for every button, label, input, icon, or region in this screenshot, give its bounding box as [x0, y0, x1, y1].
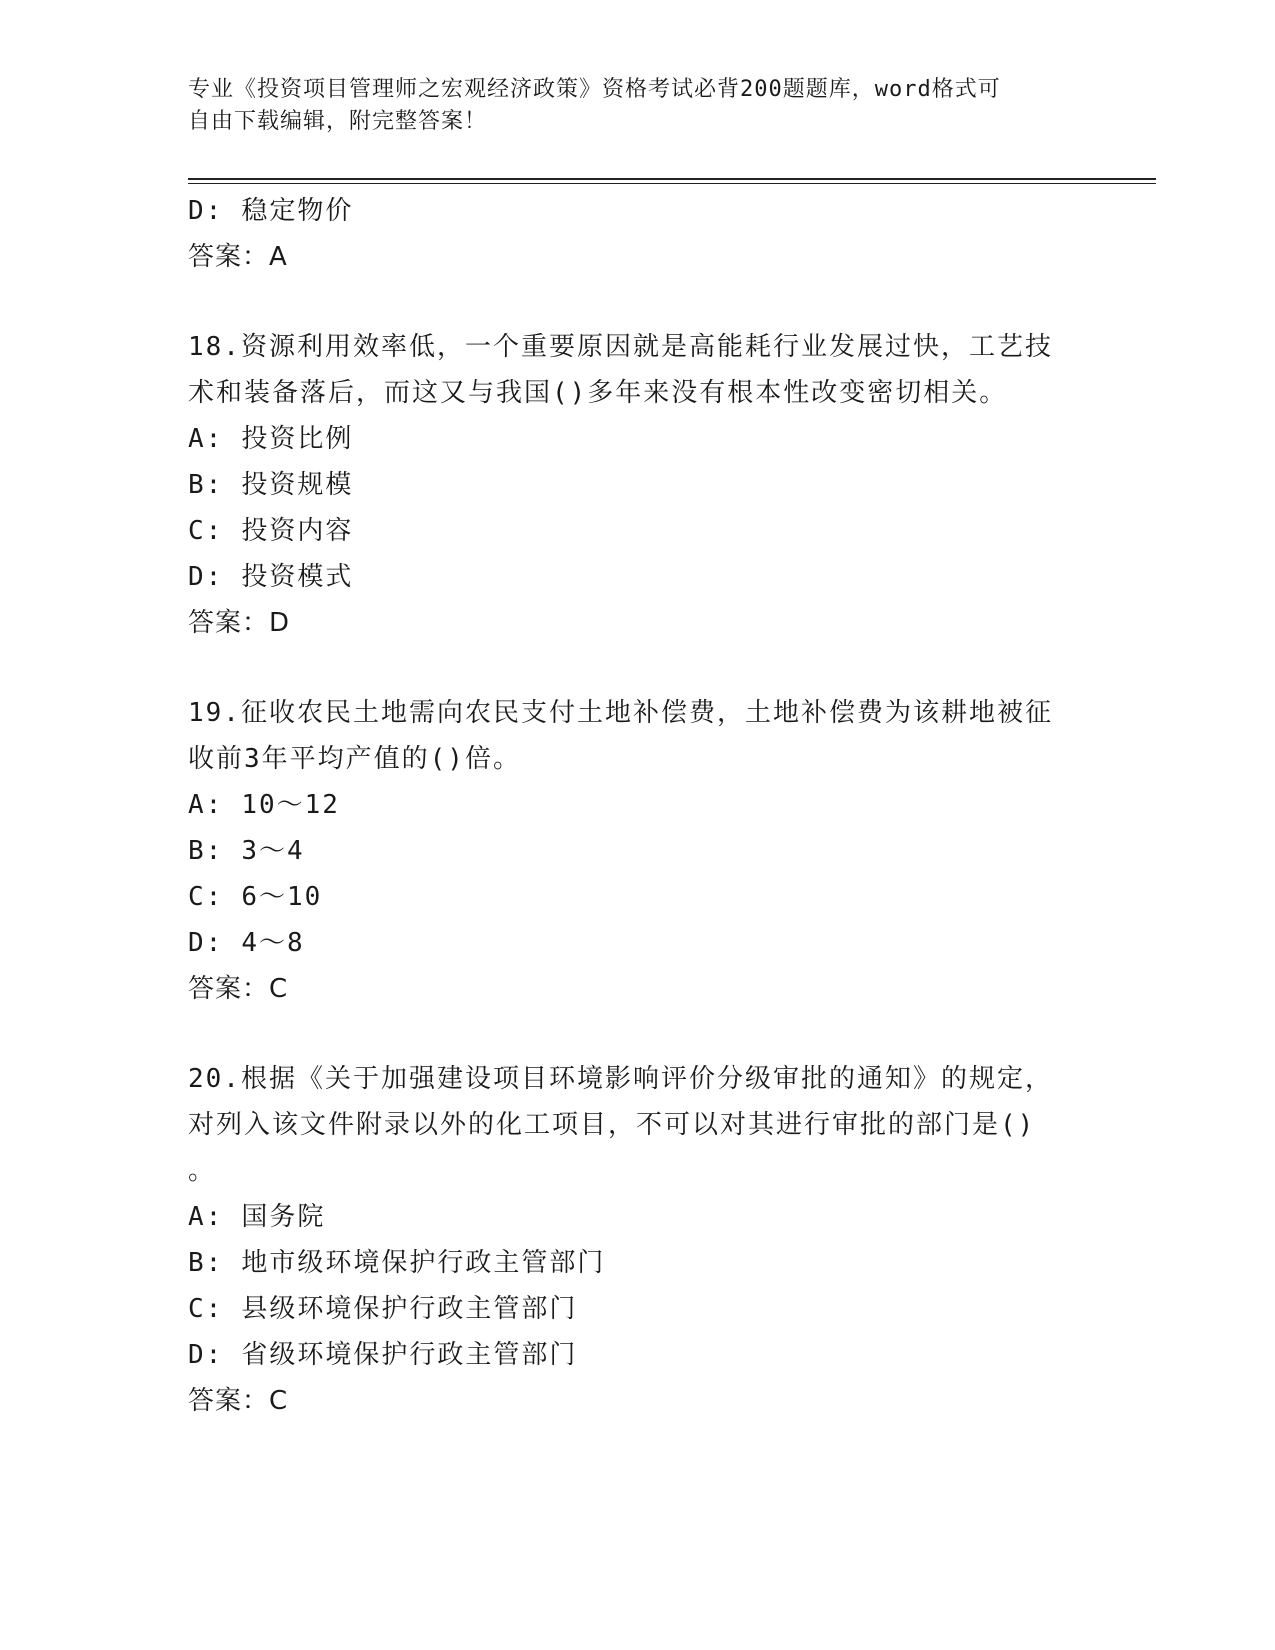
- option-label: D:: [188, 928, 224, 958]
- option-b: [188, 828, 1088, 874]
- header-line-2: 自由下载编辑，附完整答案！: [188, 109, 488, 134]
- option-label: A:: [188, 790, 224, 820]
- option-label: D:: [188, 196, 224, 226]
- option-text: 地市级环境保护行政主管部门: [241, 1248, 606, 1278]
- option-label: A:: [188, 1202, 224, 1232]
- page-header: [188, 74, 1068, 138]
- question-18: [188, 324, 1088, 646]
- question-stem-line: 术和装备落后，而这又与我国()多年来没有根本性改变密切相关。: [188, 378, 1008, 408]
- option-text: 6～10: [241, 882, 323, 912]
- question-stem-line: 18.资源利用效率低，一个重要原因就是高能耗行业发展过快，工艺技: [188, 332, 1053, 362]
- option-text: 省级环境保护行政主管部门: [241, 1340, 578, 1370]
- option-c: [188, 1286, 1088, 1332]
- option-b: [188, 462, 1088, 508]
- option-label: B:: [188, 470, 224, 500]
- option-a: [188, 416, 1088, 462]
- question-list: [188, 188, 1088, 1424]
- question-19: [188, 690, 1088, 1012]
- header-line-1: 专业《投资项目管理师之宏观经济政策》资格考试必背200题题库，word格式可: [188, 77, 1001, 102]
- option-text: 投资内容: [241, 516, 354, 546]
- answer: 答案：C: [188, 1386, 289, 1416]
- option-a: [188, 1194, 1088, 1240]
- question-stem-line: 收前3年平均产值的()倍。: [188, 744, 521, 774]
- question-stem-line: 对列入该文件附录以外的化工项目，不可以对其进行审批的部门是(): [188, 1110, 1036, 1140]
- question-stem-line: 19.征收农民土地需向农民支付土地补偿费，土地补偿费为该耕地被征: [188, 698, 1053, 728]
- option-label: C:: [188, 882, 224, 912]
- option-label: D:: [188, 1340, 224, 1370]
- option-label: B:: [188, 1248, 224, 1278]
- option-d: [188, 188, 1088, 234]
- option-text: 稳定物价: [241, 196, 354, 226]
- option-d: [188, 1332, 1088, 1378]
- option-text: 国务院: [241, 1202, 326, 1232]
- option-text: 投资比例: [241, 424, 354, 454]
- option-text: 3～4: [241, 836, 305, 866]
- question-stem-line: 。: [188, 1156, 217, 1186]
- option-d: [188, 554, 1088, 600]
- option-label: C:: [188, 516, 224, 546]
- answer: 答案：D: [188, 608, 291, 638]
- option-label: C:: [188, 1294, 224, 1324]
- header-divider: [188, 178, 1156, 184]
- question-20: [188, 1056, 1088, 1424]
- answer: 答案：A: [188, 242, 288, 272]
- option-text: 县级环境保护行政主管部门: [241, 1294, 578, 1324]
- option-d: [188, 920, 1088, 966]
- option-text: 4～8: [241, 928, 305, 958]
- answer: 答案：C: [188, 974, 289, 1004]
- option-label: A:: [188, 424, 224, 454]
- option-a: [188, 782, 1088, 828]
- option-text: 投资模式: [241, 562, 354, 592]
- option-text: 10～12: [241, 790, 340, 820]
- option-label: B:: [188, 836, 224, 866]
- option-c: [188, 508, 1088, 554]
- option-label: D:: [188, 562, 224, 592]
- option-text: 投资规模: [241, 470, 354, 500]
- option-b: [188, 1240, 1088, 1286]
- option-c: [188, 874, 1088, 920]
- question-stem-line: 20.根据《关于加强建设项目环境影响评价分级审批的通知》的规定，: [188, 1064, 1053, 1094]
